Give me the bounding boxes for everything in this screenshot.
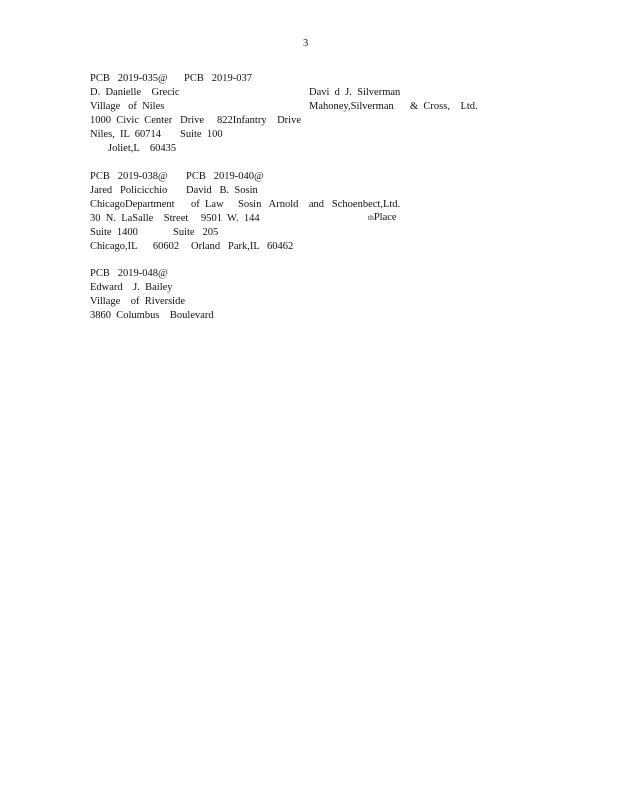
street-address: 822Infantry Drive <box>217 115 301 126</box>
case-number: PCB 2019-038@ <box>90 171 168 182</box>
city-state-zip: Joliet,L 60435 <box>108 143 177 154</box>
organization: & Cross, Ltd. <box>410 101 478 112</box>
contact-name: D. Danielle Grecic <box>90 87 180 98</box>
suite: Suite 205 <box>173 227 219 238</box>
city-state: Orland Park,IL <box>191 241 260 252</box>
organization: ChicagoDepartment <box>90 199 175 210</box>
contact-name: David B. Sosin <box>186 185 258 196</box>
ordinal-superscript: th <box>368 213 374 222</box>
street-suffix-text: Place <box>373 212 397 223</box>
city-state-zip: Niles, IL 60714 <box>90 129 162 140</box>
organization: Sosin Arnold and Schoenbect,Ltd. <box>238 199 401 210</box>
contact-name: Jared Policicchio <box>90 185 168 196</box>
city-state-zip: Chicago,IL 60602 <box>90 241 180 252</box>
contact-name: Davi d J. Silverman <box>309 87 401 98</box>
page-number: 3 <box>303 38 309 49</box>
suite: Suite 100 <box>180 129 223 140</box>
zip: 60462 <box>267 241 294 252</box>
street-suffix <box>368 212 397 224</box>
street-address: 30 N. LaSalle Street <box>90 213 189 224</box>
organization: Mahoney,Silverman <box>309 101 394 112</box>
suite: Suite 1400 <box>90 227 138 238</box>
case-number: PCB 2019-048@ <box>90 268 168 279</box>
case-number: PCB 2019-037 <box>184 73 252 84</box>
street-address: 9501 W. 144 <box>201 213 260 224</box>
contact-name: Edward J. Bailey <box>90 282 173 293</box>
street-address: 1000 Civic Center Drive <box>90 115 205 126</box>
case-number: PCB 2019-040@ <box>186 171 264 182</box>
case-number: PCB 2019-035@ <box>90 73 168 84</box>
organization: Village of Niles <box>90 101 165 112</box>
organization: of Law <box>191 199 224 210</box>
street-address: 3860 Columbus Boulevard <box>90 310 214 321</box>
organization: Village of Riverside <box>90 296 186 307</box>
